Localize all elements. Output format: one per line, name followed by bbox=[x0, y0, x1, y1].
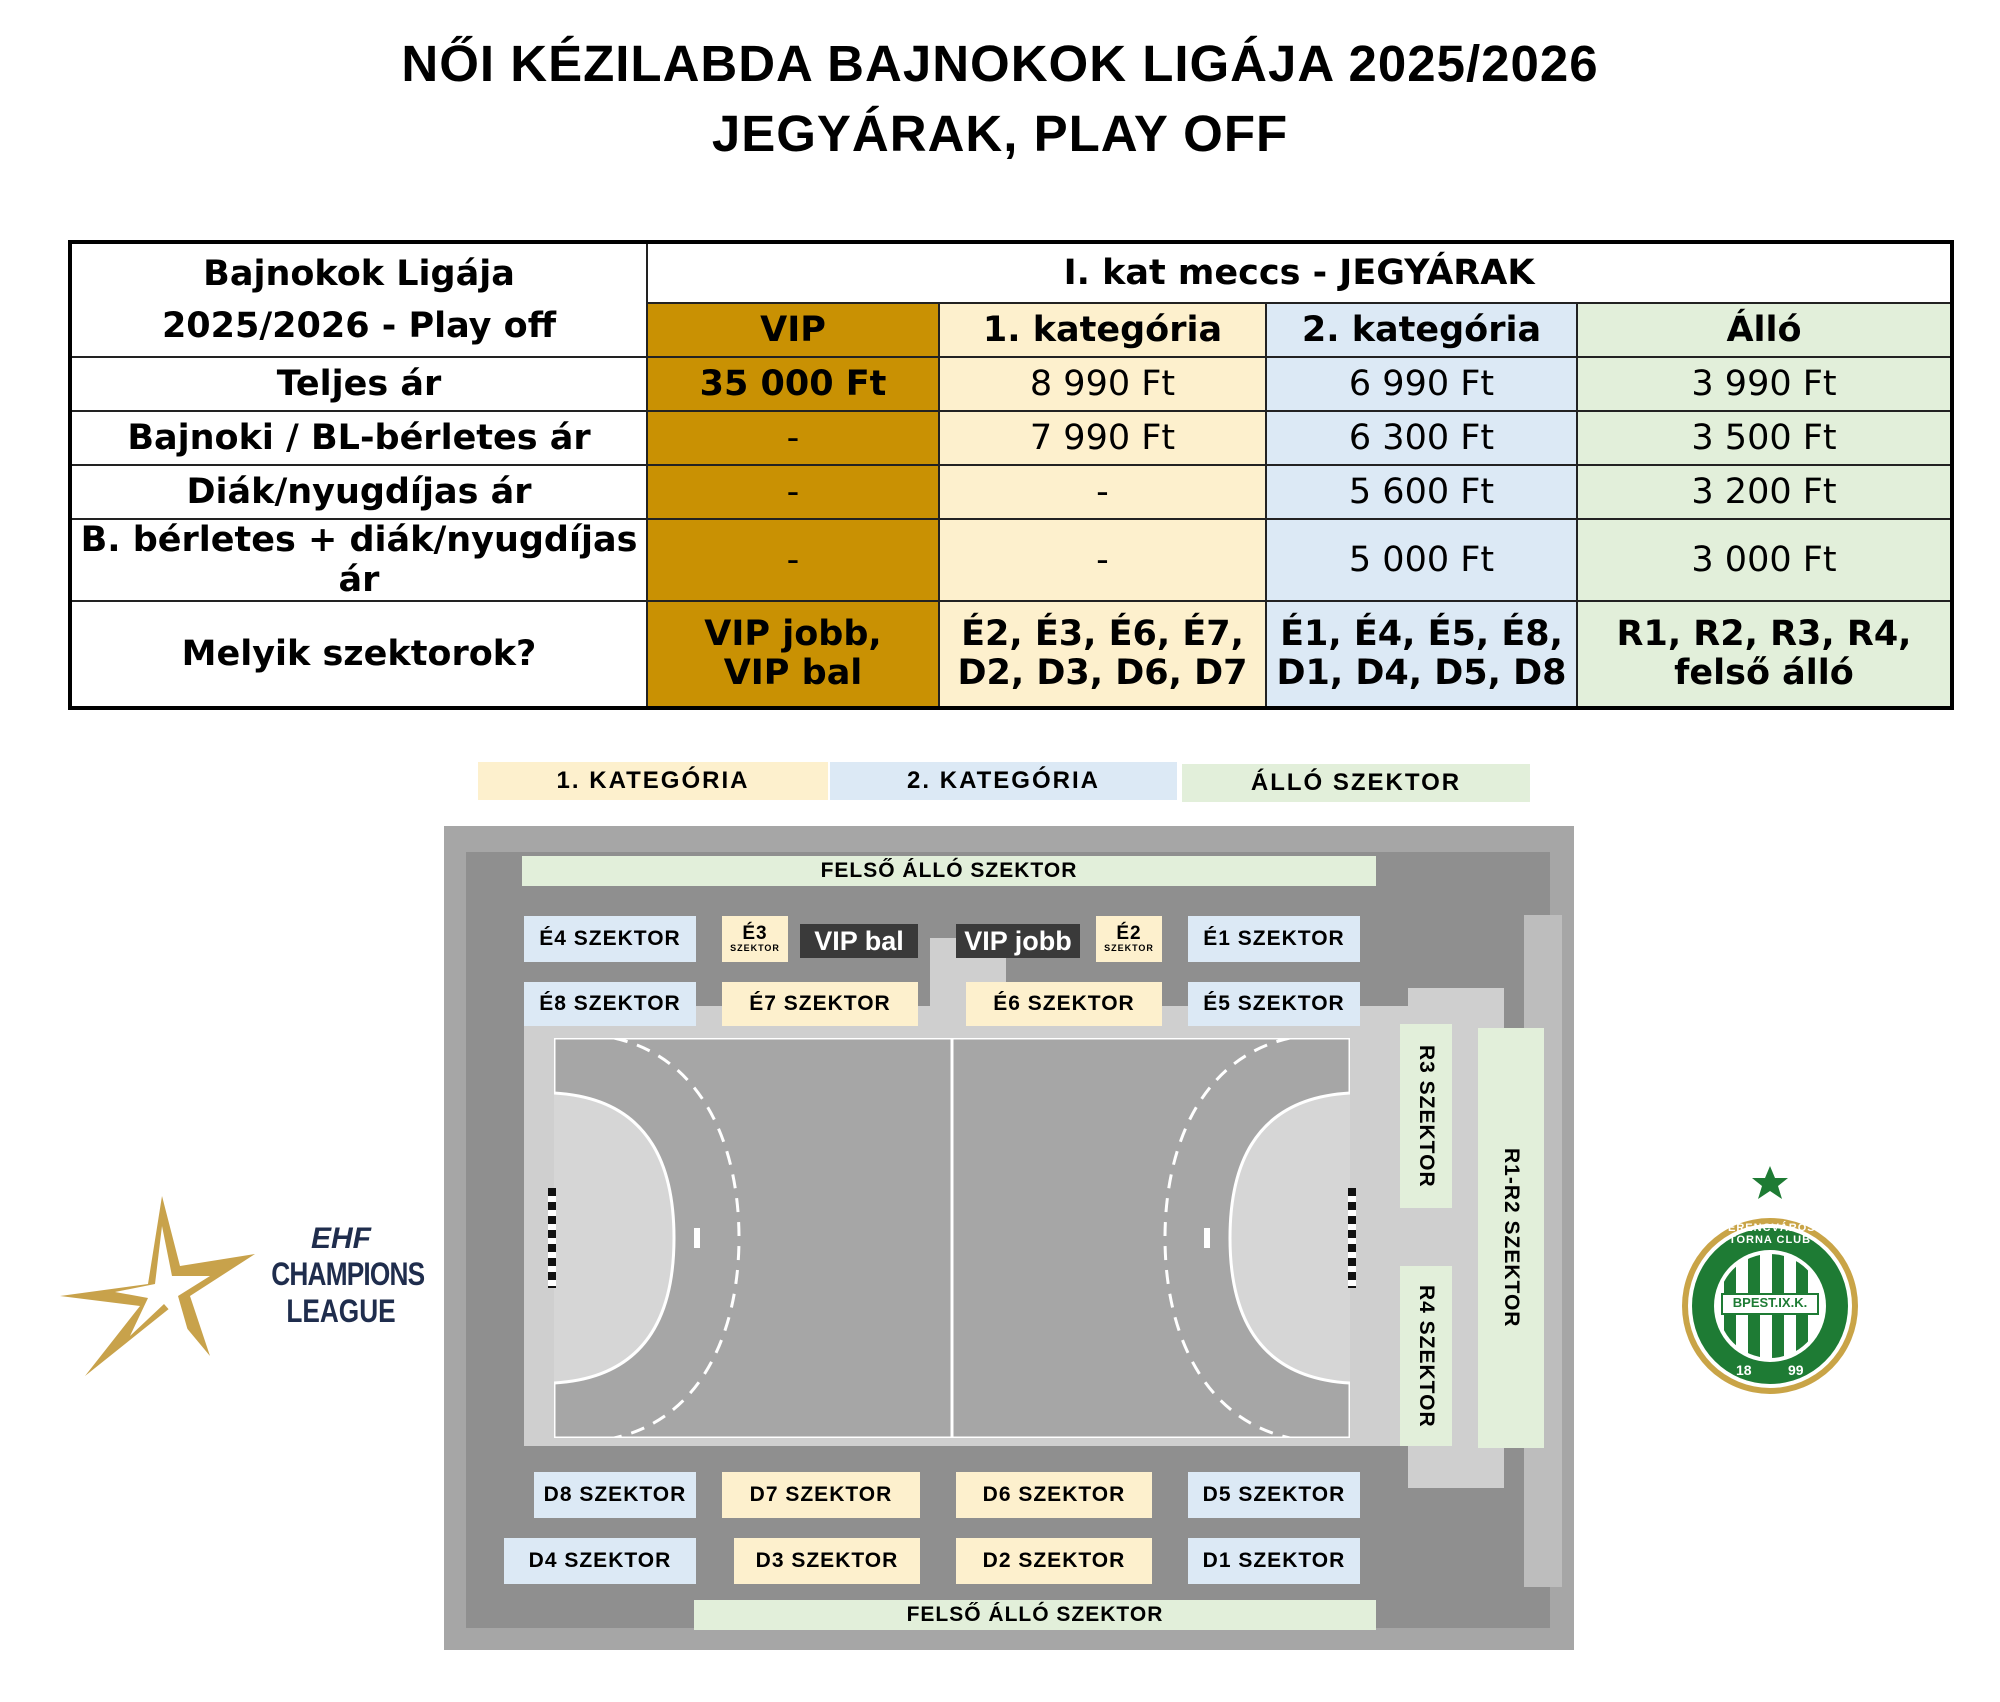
arena-map bbox=[444, 826, 1574, 1650]
sector-r1-r2[interactable]: R1-R2 SZEKTOR bbox=[1478, 1028, 1544, 1448]
sector-line: R1, R2, R3, R4, bbox=[1616, 614, 1912, 654]
table-row bbox=[70, 411, 1952, 465]
sector-cell bbox=[647, 601, 939, 708]
price-cell: 3 500 Ft bbox=[1577, 411, 1952, 465]
sector-cell bbox=[939, 601, 1266, 708]
price-table bbox=[68, 240, 1954, 710]
col-header-standing: Álló bbox=[1577, 303, 1952, 357]
table-row bbox=[70, 465, 1952, 519]
row-label: Diák/nyugdíjas ár bbox=[70, 465, 647, 519]
sector-e2-label: É2 bbox=[1116, 923, 1142, 944]
sector-line: É1, É4, É5, É8, bbox=[1280, 614, 1563, 654]
ehf-champions-league-logo bbox=[60, 1196, 425, 1386]
price-cell: 7 990 Ft bbox=[939, 411, 1266, 465]
legend-cat2: 2. KATEGÓRIA bbox=[830, 762, 1177, 800]
price-cell: 3 990 Ft bbox=[1577, 357, 1952, 411]
sector-e3-label: É3 bbox=[742, 923, 768, 944]
ehf-wordmark bbox=[256, 1222, 426, 1330]
ftc-center-text: BPEST.IX.K. bbox=[1732, 1295, 1808, 1310]
sector-vip-bal[interactable]: VIP bal bbox=[800, 924, 918, 958]
corner-line2: 2025/2026 - Play off bbox=[161, 306, 557, 346]
sector-cell bbox=[1266, 601, 1577, 708]
row-label: Bajnoki / BL-bérletes ár bbox=[70, 411, 647, 465]
ehf-text: EHF bbox=[311, 1222, 371, 1255]
price-cell: 6 990 Ft bbox=[1266, 357, 1577, 411]
sector-e2[interactable] bbox=[1096, 916, 1162, 962]
page-title: NŐI KÉZILABDA BAJNOKOK LIGÁJA 2025/2026 bbox=[401, 35, 1599, 92]
corner-line1: Bajnokok Ligája bbox=[203, 254, 515, 294]
ehf-star-icon bbox=[60, 1196, 260, 1386]
sector-e5[interactable]: É5 SZEKTOR bbox=[1188, 982, 1360, 1026]
sector-vip-jobb[interactable]: VIP jobb bbox=[956, 924, 1080, 958]
right-goal-icon bbox=[1348, 1188, 1356, 1288]
sector-cell bbox=[1577, 601, 1952, 708]
price-cell: 3 200 Ft bbox=[1577, 465, 1952, 519]
handball-court bbox=[554, 1038, 1350, 1438]
page-subtitle: JEGYÁRAK, PLAY OFF bbox=[711, 105, 1289, 162]
price-cell: - bbox=[647, 465, 939, 519]
row-label: Melyik szektorok? bbox=[70, 601, 647, 708]
price-cell: - bbox=[939, 519, 1266, 601]
col-header-cat2: 2. kategória bbox=[1266, 303, 1577, 357]
table-row bbox=[70, 357, 1952, 411]
sector-d1[interactable]: D1 SZEKTOR bbox=[1188, 1538, 1360, 1584]
sector-d6[interactable]: D6 SZEKTOR bbox=[956, 1472, 1152, 1518]
ftc-year-left: 18 bbox=[1736, 1362, 1752, 1378]
price-cell: 5 000 Ft bbox=[1266, 519, 1577, 601]
sector-e8[interactable]: É8 SZEKTOR bbox=[524, 982, 696, 1026]
price-cell: - bbox=[647, 519, 939, 601]
sector-d3[interactable]: D3 SZEKTOR bbox=[734, 1538, 920, 1584]
sector-line: VIP bal bbox=[723, 653, 863, 693]
sector-d7[interactable]: D7 SZEKTOR bbox=[722, 1472, 920, 1518]
price-cell: - bbox=[939, 465, 1266, 519]
sector-top-standing[interactable]: FELSŐ ÁLLÓ SZEKTOR bbox=[522, 856, 1376, 886]
legend-cat1: 1. KATEGÓRIA bbox=[478, 762, 828, 800]
ftc-crest-icon bbox=[1680, 1166, 1860, 1416]
sector-e1[interactable]: É1 SZEKTOR bbox=[1188, 916, 1360, 962]
group-header: I. kat meccs - JEGYÁRAK bbox=[647, 242, 1952, 303]
champions-text: CHAMPIONS bbox=[271, 1256, 425, 1292]
sector-e7[interactable]: É7 SZEKTOR bbox=[722, 982, 918, 1026]
table-row bbox=[70, 519, 1952, 601]
price-cell: 6 300 Ft bbox=[1266, 411, 1577, 465]
ftc-logo bbox=[1680, 1166, 1860, 1416]
sector-d4[interactable]: D4 SZEKTOR bbox=[504, 1538, 696, 1584]
price-cell: 3 000 Ft bbox=[1577, 519, 1952, 601]
price-cell: - bbox=[647, 411, 939, 465]
row-label: B. bérletes + diák/nyugdíjas ár bbox=[70, 519, 647, 601]
price-cell: 35 000 Ft bbox=[647, 357, 939, 411]
left-goal-icon bbox=[548, 1188, 556, 1288]
table-row bbox=[70, 601, 1952, 708]
price-cell: 5 600 Ft bbox=[1266, 465, 1577, 519]
league-text: LEAGUE bbox=[286, 1293, 396, 1329]
row-label: Teljes ár bbox=[70, 357, 647, 411]
sector-line: D2, D3, D6, D7 bbox=[957, 653, 1248, 693]
table-corner-label bbox=[70, 242, 647, 357]
sector-e6[interactable]: É6 SZEKTOR bbox=[966, 982, 1162, 1026]
sector-e2-sub: SZEKTOR bbox=[1104, 943, 1154, 953]
legend-standing: ÁLLÓ SZEKTOR bbox=[1182, 764, 1530, 802]
col-header-cat1: 1. kategória bbox=[939, 303, 1266, 357]
sector-r4[interactable]: R4 SZEKTOR bbox=[1400, 1266, 1452, 1446]
price-cell: 8 990 Ft bbox=[939, 357, 1266, 411]
ftc-year-right: 99 bbox=[1788, 1362, 1804, 1378]
col-header-vip: VIP bbox=[647, 303, 939, 357]
sector-line: D1, D4, D5, D8 bbox=[1276, 653, 1567, 693]
sector-e4[interactable]: É4 SZEKTOR bbox=[524, 916, 696, 962]
sector-d5[interactable]: D5 SZEKTOR bbox=[1188, 1472, 1360, 1518]
sector-r3[interactable]: R3 SZEKTOR bbox=[1400, 1024, 1452, 1208]
sector-e3-sub: SZEKTOR bbox=[730, 943, 780, 953]
ftc-ring-text: FERENCVÁROSI TORNA CLUB bbox=[1720, 1222, 1820, 1246]
sector-e3[interactable] bbox=[722, 916, 788, 962]
sector-line: VIP jobb, bbox=[704, 614, 882, 654]
sector-bottom-standing[interactable]: FELSŐ ÁLLÓ SZEKTOR bbox=[694, 1600, 1376, 1630]
sector-d8[interactable]: D8 SZEKTOR bbox=[534, 1472, 696, 1518]
sector-line: felső álló bbox=[1674, 653, 1854, 693]
sector-line: É2, É3, É6, É7, bbox=[961, 614, 1244, 654]
sector-d2[interactable]: D2 SZEKTOR bbox=[956, 1538, 1152, 1584]
